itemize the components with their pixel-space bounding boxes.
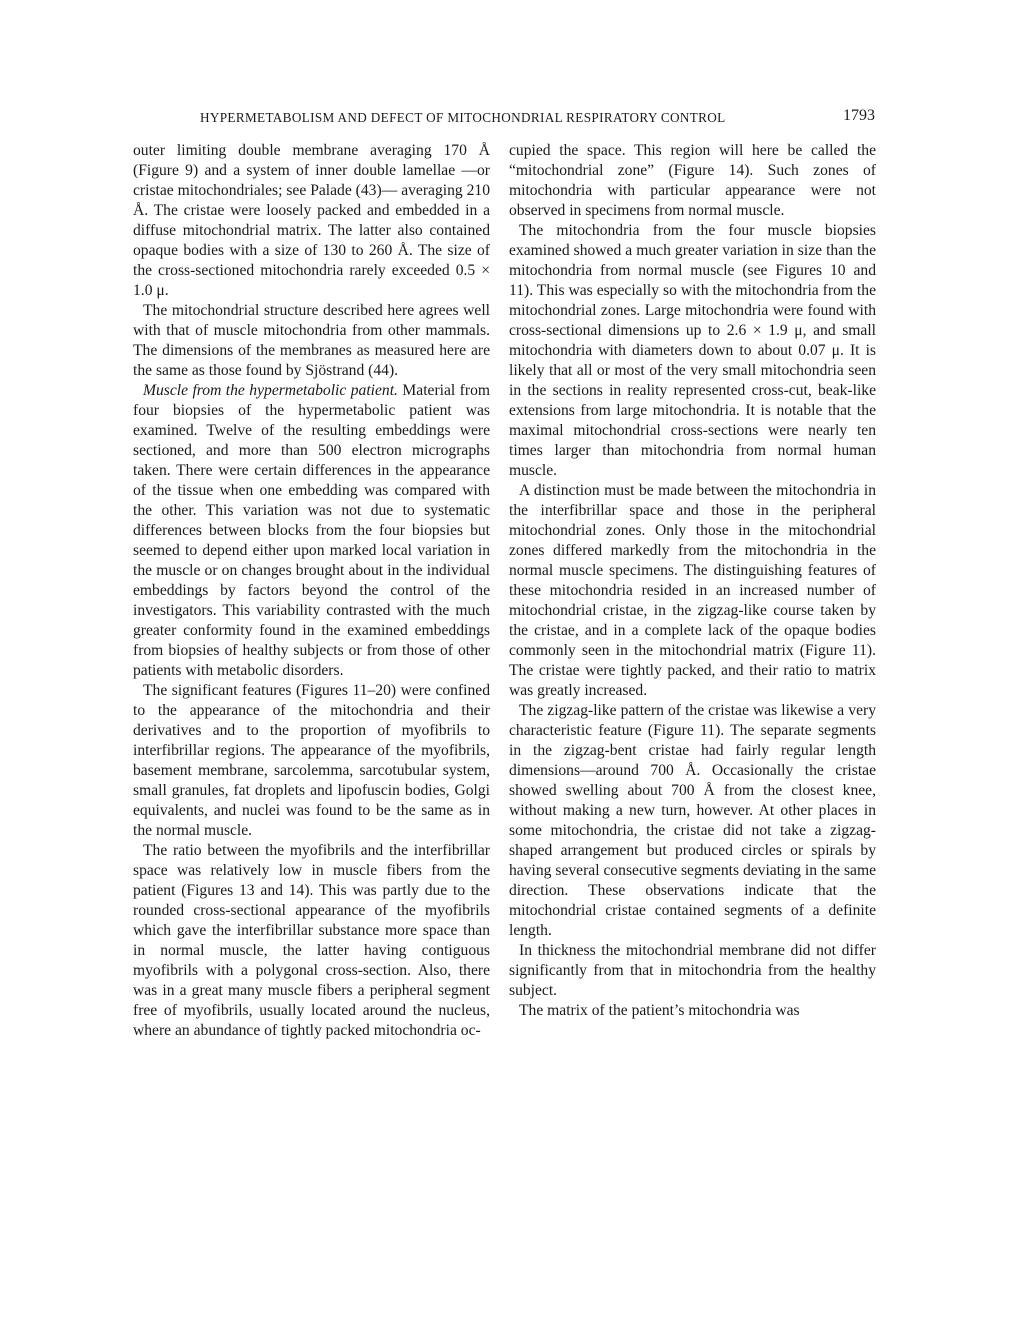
- run-in-heading: Muscle from the hypermetabolic patient.: [143, 382, 398, 399]
- paragraph: The mitochondrial structure described here agrees well with that of muscle mitochondria from other mammals. The dimensions of the membranes as measured here are the same as those found by Sjöstrand (44).: [133, 302, 490, 379]
- paragraph: The zigzag-like pattern of the cristae was likewise a very characteristic feature (Figure 11). The separate segments in the zigzag-bent cristae had fairly regular length dimensions—around 700 Å. Occasionally the cristae showed swelling about 700 Å from the closest knee, without making a new turn, however. At other places in some mitochondria, the cristae did not take a zigzag-shaped arrangement but produced circles or spirals by having several consecutive segments deviating in the same direction. These observations indicate that the mitochondrial cristae contained segments of a definite length.: [509, 702, 876, 939]
- paragraph-with-run-in-heading: [133, 381, 490, 681]
- paragraph: The ratio between the myofibrils and the interfibrillar space was relatively low in muscle fibers from the patient (Figures 13 and 14). This was partly due to the rounded cross-sectional appearance of the myofibrils which gave the interfibrillar substance more space than in normal muscle, the latter having contiguous myofibrils with a polygonal cross-section. Also, there was in a great many muscle fibers a peripheral segment free of myofibrils, usually located around the nucleus, where an abundance of tightly packed mitochondria oc-: [133, 842, 490, 1039]
- paragraph-body: Material from four biopsies of the hypermetabolic patient was examined. Twelve of the resulting embeddings were sectioned, and more than 500 electron micrographs taken. There were certain differences in the appearance of the tissue when one embedding was compared with the other. This variation was not due to systematic differences between blocks from the four biopsies but seemed to depend either upon marked local variation in the muscle or on changes brought about in the individual embeddings by factors beyond the control of the investigators. This variability contrasted with the much greater conformity found in the examined embeddings from biopsies of healthy subjects or from those of other patients with metabolic disorders.: [133, 382, 490, 679]
- paragraph: outer limiting double membrane averaging 170 Å (Figure 9) and a system of inner double lamellae —or cristae mitochondriales; see Palade (43)— averaging 210 Å. The cristae were loosely packed and embedded in a diffuse mitochondrial matrix. The latter also contained opaque bodies with a size of 130 to 260 Å. The size of the cross-sectioned mitochondria rarely exceeded 0.5 × 1.0 μ.: [133, 142, 490, 299]
- right-column: [509, 141, 876, 1021]
- page-number: 1793: [843, 107, 875, 124]
- paragraph: The matrix of the patient’s mitochondria was: [519, 1002, 800, 1019]
- paragraph: In thickness the mitochondrial membrane did not differ significantly from that in mitochondria from the healthy subject.: [509, 942, 876, 999]
- paragraph: A distinction must be made between the mitochondria in the interfibrillar space and those in the peripheral mitochondrial zones. Only those in the mitochondrial zones differed markedly from the mitochondria in the normal muscle specimens. The distinguishing features of these mitochondria resided in an increased number of mitochondrial cristae, in the zigzag-like course taken by the cristae, and in a complete lack of the opaque bodies commonly seen in the mitochondrial matrix (Figure 11). The cristae were tightly packed, and their ratio to matrix was greatly increased.: [509, 482, 876, 699]
- paragraph: cupied the space. This region will here be called the “mitochondrial zone” (Figure 14). Such zones of mitochondria with particular appearance were not observed in specimens from normal muscle.: [509, 142, 876, 219]
- left-column: [133, 141, 490, 1041]
- paragraph: The mitochondria from the four muscle biopsies examined showed a much greater variation in size than the mitochondria from normal muscle (see Figures 10 and 11). This was especially so with the mitochondria from the mitochondrial zones. Large mitochondria were found with cross-sectional dimensions up to 2.6 × 1.9 μ, and small mitochondria with diameters down to about 0.07 μ. It is likely that all or most of the very small mitochondria seen in the sections in reality represented cross-cut, beak-like extensions from large mitochondria. It is notable that the maximal mitochondrial cross-sections were nearly ten times larger than mitochondria from normal human muscle.: [509, 222, 876, 479]
- running-title: HYPERMETABOLISM AND DEFECT OF MITOCHONDRIAL RESPIRATORY CONTROL: [200, 110, 726, 125]
- paragraph: The significant features (Figures 11–20) were confined to the appearance of the mitochondria and their derivatives and to the proportion of myofibrils to interfibrillar regions. The appearance of the myofibrils, basement membrane, sarcolemma, sarcotubular system, small granules, fat droplets and lipofuscin bodies, Golgi equivalents, and nuclei was found to be the same as in the normal muscle.: [133, 682, 490, 839]
